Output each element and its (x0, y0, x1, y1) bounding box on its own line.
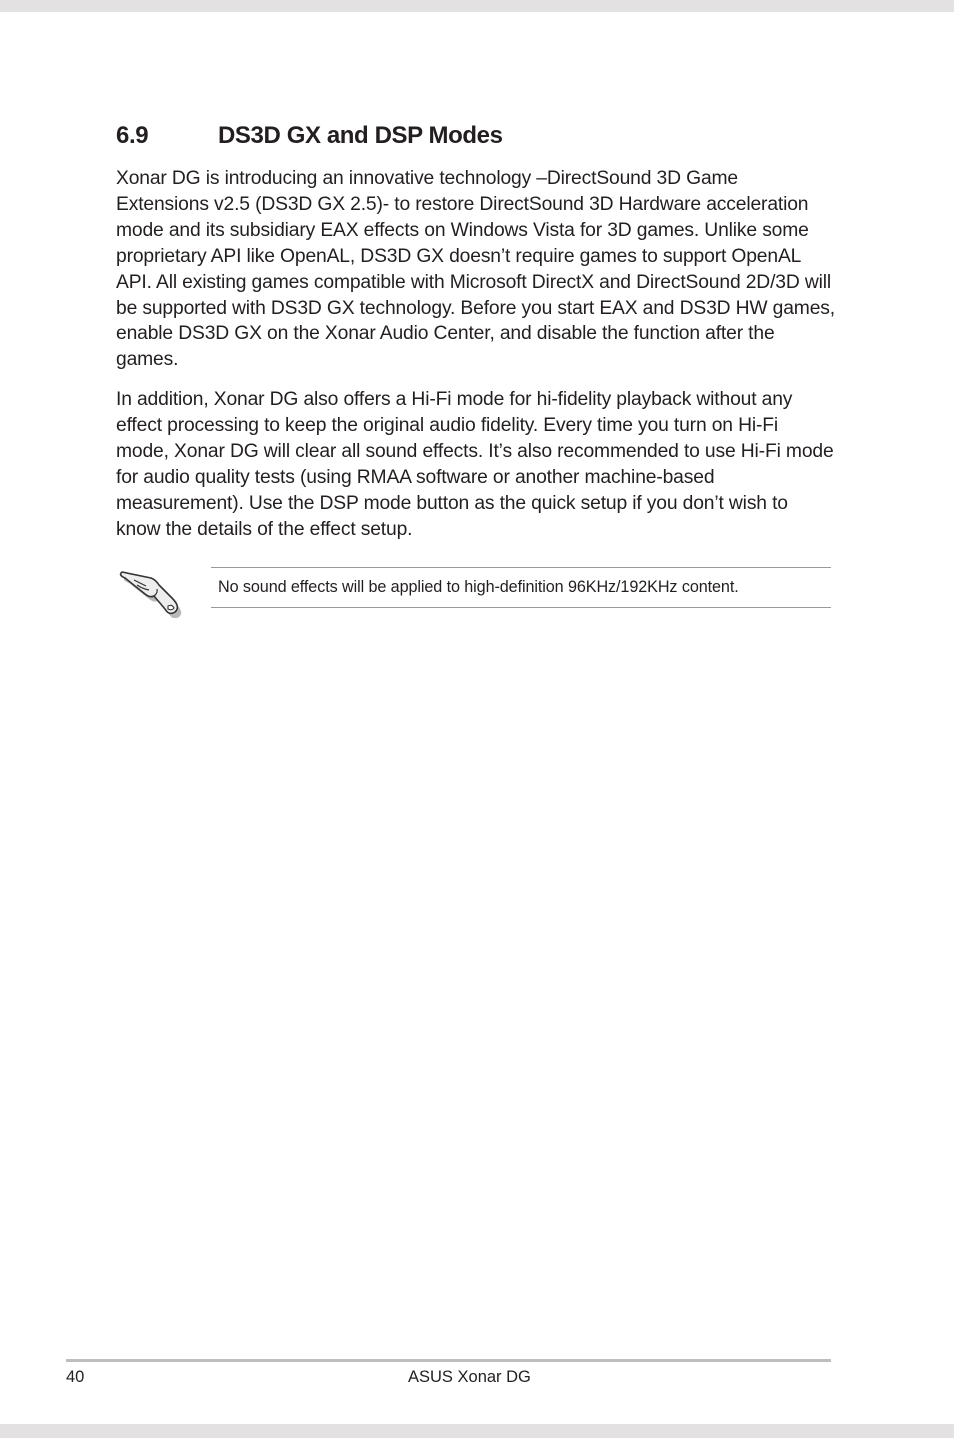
top-border-band (0, 0, 954, 12)
note-text: No sound effects will be applied to high-definition 96KHz/192KHz content. (218, 578, 739, 596)
note-top-rule (211, 567, 831, 568)
section-number: 6.9 (116, 122, 149, 149)
pointing-hand-icon (116, 562, 186, 618)
page-number: 40 (66, 1368, 85, 1386)
section-title: DS3D GX and DSP Modes (218, 122, 503, 149)
footer-title: ASUS Xonar DG (408, 1368, 531, 1386)
bottom-border-band (0, 1424, 954, 1438)
note-bottom-rule (211, 607, 831, 608)
paragraph-ds3d-gx: Xonar DG is introducing an innovative technology –DirectSound 3D Game Extensions v2.5 (DS3D GX 2.5)- to restore DirectSound 3D Hardware acceleration mode and its subsidiary EAX effects on Windows Vista for 3D games. Unlike some proprietary API like OpenAL, DS3D GX doesn’t require games to support OpenAL API. All existing games compatible with Microsoft DirectX and DirectSound 2D/3D will be supported with DS3D GX technology. Before you start EAX and DS3D HW games, enable DS3D GX on the Xonar Audio Center, and disable the function after the games. (116, 168, 835, 371)
footer-rule (66, 1359, 831, 1362)
paragraph-hifi-mode: In addition, Xonar DG also offers a Hi-Fi mode for hi-fidelity playback without any effect processing to keep the original audio fidelity. Every time you turn on Hi-Fi mode, Xonar DG will clear all sound effects. It’s also recommended to use Hi-Fi mode for audio quality tests (using RMAA software or another machine-based measurement). Use the DSP mode button as the quick setup if you don’t wish to know the details of the effect setup. (116, 389, 834, 540)
